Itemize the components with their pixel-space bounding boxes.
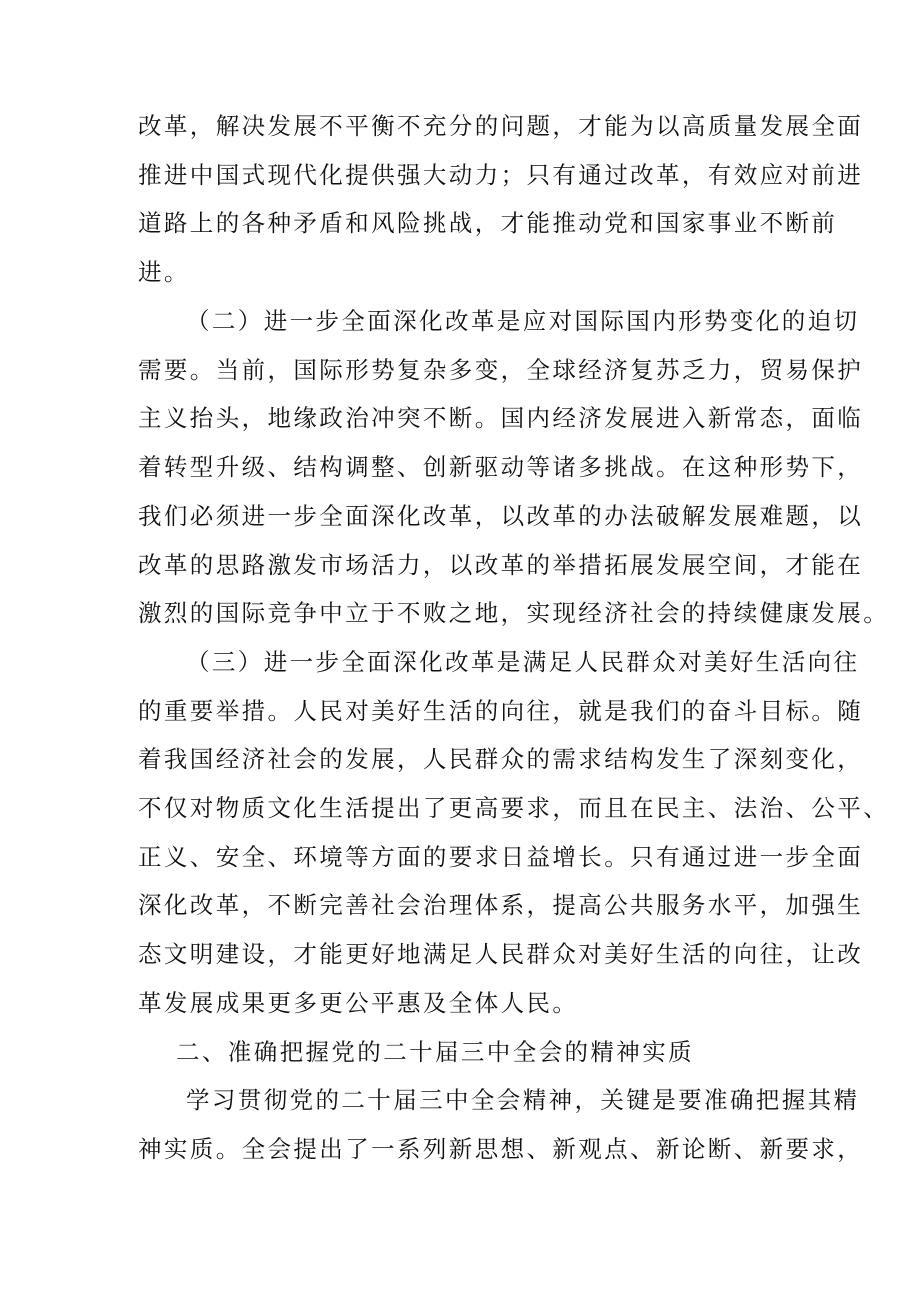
text-line: 着我国经济社会的发展，人民群众的需求结构发生了深刻变化， [138,745,864,773]
text-line: 的重要举措。人民对美好生活的向往，就是我们的奋斗目标。随 [138,697,864,725]
text-line: 进。 [138,258,190,286]
text-line: 不仅对物质文化生活提出了更高要求，而且在民主、法治、公平、 [138,794,890,822]
text-line: 深化改革，不断完善社会治理体系，提高公共服务水平，加强生 [138,891,864,919]
text-line: 道路上的各种矛盾和风险挑战，才能推动党和国家事业不断前 [138,209,838,237]
text-line: 神实质。全会提出了一系列新思想、新观点、新论断、新要求， [138,1135,864,1163]
text-line: 推进中国式现代化提供强大动力；只有通过改革，有效应对前进 [138,161,864,189]
text-line: 主义抬头，地缘政治冲突不断。国内经济发展进入新常态，面临 [138,404,864,432]
text-line: 我们必须进一步全面深化改革，以改革的办法破解发展难题，以 [138,502,864,530]
text-line: 学习贯彻党的二十届三中全会精神，关键是要准确把握其精 [186,1086,860,1114]
section-heading: 二、准确把握党的二十届三中全会的精神实质 [176,1038,694,1066]
text-line: 革发展成果更多更公平惠及全体人民。 [138,989,579,1017]
paragraph-heading-line: （三）进一步全面深化改革是满足人民群众对美好生活向往 [186,648,860,676]
text-line: 着转型升级、结构调整、创新驱动等诸多挑战。在这种形势下， [138,453,864,481]
paragraph-heading-line: （二）进一步全面深化改革是应对国际国内形势变化的迫切 [186,307,860,335]
text-line: 激烈的国际竞争中立于不败之地，实现经济社会的持续健康发展。 [138,599,890,627]
text-line: 改革，解决发展不平衡不充分的问题，才能为以高质量发展全面 [138,112,864,140]
text-line: 需要。当前，国际形势复杂多变，全球经济复苏乏力，贸易保护 [138,356,864,384]
text-line: 改革的思路激发市场活力，以改革的举措拓展发展空间，才能在 [138,551,864,579]
text-line: 正义、安全、环境等方面的要求日益增长。只有通过进一步全面 [138,843,864,871]
text-line: 态文明建设，才能更好地满足人民群众对美好生活的向往，让改 [138,940,864,968]
